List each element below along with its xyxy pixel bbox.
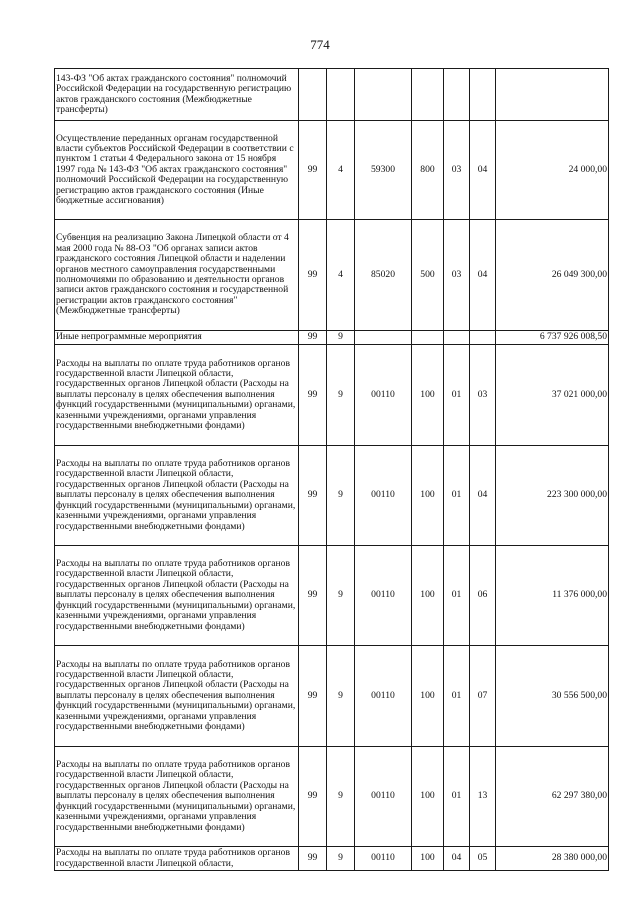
subprogram-code: 9 <box>327 847 355 871</box>
table-row <box>55 331 609 345</box>
amount: 30 556 500,00 <box>496 646 609 747</box>
expense-code: 00110 <box>355 546 412 646</box>
expense-type-code <box>412 69 444 121</box>
expense-code: 00110 <box>355 446 412 546</box>
expense-code: 00110 <box>355 345 412 446</box>
row-description: Расходы на выплаты по оплате труда работников органов государственной власти Липецкой области, государственных органов Липецкой области (Расходы на выплаты персоналу в целях обеспечения выполнения функций государственными (муниципальными) органами, казенными учреждениями, органами управления государственными внебюджетными фондами) <box>55 345 299 446</box>
subsection-code: 04 <box>470 121 496 220</box>
program-code: 99 <box>299 345 327 446</box>
row-description: Расходы на выплаты по оплате труда работников органов государственной власти Липецкой области, государственных органов Липецкой области (Расходы на выплаты персоналу в целях обеспечения выполнения функций государственными (муниципальными) органами, казенными учреждениями, органами управления государственными внебюджетными фондами) <box>55 646 299 747</box>
program-code: 99 <box>299 121 327 220</box>
subprogram-code: 9 <box>327 345 355 446</box>
table-row <box>55 69 609 121</box>
expense-code <box>355 69 412 121</box>
program-code: 99 <box>299 331 327 345</box>
subprogram-code: 9 <box>327 747 355 847</box>
section-code: 01 <box>444 747 470 847</box>
program-code: 99 <box>299 747 327 847</box>
row-description: Расходы на выплаты по оплате труда работников органов государственной власти Липецкой области, государственных органов Липецкой области (Расходы на выплаты персоналу в целях обеспечения выполнения функций государственными (муниципальными) органами, казенными учреждениями, органами управления государственными внебюджетными фондами) <box>55 446 299 546</box>
expense-code: 59300 <box>355 121 412 220</box>
amount <box>496 69 609 121</box>
expense-type-code: 100 <box>412 847 444 871</box>
table-row <box>55 345 609 446</box>
subsection-code: 06 <box>470 546 496 646</box>
amount: 62 297 380,00 <box>496 747 609 847</box>
subprogram-code: 9 <box>327 546 355 646</box>
amount: 11 376 000,00 <box>496 546 609 646</box>
section-code <box>444 331 470 345</box>
expense-type-code: 100 <box>412 747 444 847</box>
subsection-code: 04 <box>470 446 496 546</box>
table-row <box>55 121 609 220</box>
subsection-code <box>470 331 496 345</box>
section-code: 01 <box>444 345 470 446</box>
amount: 37 021 000,00 <box>496 345 609 446</box>
section-code <box>444 69 470 121</box>
row-description: Расходы на выплаты по оплате труда работников органов государственной власти Липецкой области, государственных органов Липецкой области (Расходы на выплаты персоналу в целях обеспечения выполнения функций государственными (муниципальными) органами, казенными учреждениями, органами управления государственными внебюджетными фондами) <box>55 747 299 847</box>
expense-code: 00110 <box>355 747 412 847</box>
section-code: 03 <box>444 220 470 331</box>
subprogram-code: 9 <box>327 446 355 546</box>
expense-code: 85020 <box>355 220 412 331</box>
subprogram-code: 4 <box>327 121 355 220</box>
amount: 28 380 000,00 <box>496 847 609 871</box>
row-description: 143-ФЗ "Об актах гражданского состояния" полномочий Российской Федерации на государственную регистрацию актов гражданского состояния (Межбюджетные трансферты) <box>55 69 299 121</box>
amount: 223 300 000,00 <box>496 446 609 546</box>
table-row <box>55 646 609 747</box>
expense-code: 00110 <box>355 847 412 871</box>
budget-table <box>54 68 609 871</box>
expense-type-code: 100 <box>412 646 444 747</box>
expense-type-code: 100 <box>412 345 444 446</box>
amount: 6 737 926 008,50 <box>496 331 609 345</box>
expense-type-code <box>412 331 444 345</box>
subsection-code: 04 <box>470 220 496 331</box>
row-description: Расходы на выплаты по оплате труда работников органов государственной власти Липецкой области, <box>55 847 299 871</box>
program-code: 99 <box>299 646 327 747</box>
table-row <box>55 220 609 331</box>
program-code: 99 <box>299 220 327 331</box>
program-code <box>299 69 327 121</box>
program-code: 99 <box>299 446 327 546</box>
subsection-code: 05 <box>470 847 496 871</box>
expense-type-code: 100 <box>412 546 444 646</box>
row-description: Субвенция на реализацию Закона Липецкой области от 4 мая 2000 года № 88-ОЗ "Об органах записи актов гражданского состояния Липецкой области и наделении органов местного самоуправления государственными полномочиями по образованию и деятельности органов записи актов гражданского состояния и государственной регистрации актов гражданского состояния" (Межбюджетные трансферты) <box>55 220 299 331</box>
subprogram-code: 9 <box>327 646 355 747</box>
expense-code: 00110 <box>355 646 412 747</box>
table-row <box>55 446 609 546</box>
table-row <box>55 747 609 847</box>
program-code: 99 <box>299 847 327 871</box>
subsection-code: 03 <box>470 345 496 446</box>
subsection-code: 07 <box>470 646 496 747</box>
section-code: 03 <box>444 121 470 220</box>
table-row <box>55 546 609 646</box>
row-description: Иные непрограммные мероприятия <box>55 331 299 345</box>
subprogram-code: 9 <box>327 331 355 345</box>
expense-code <box>355 331 412 345</box>
expense-type-code: 500 <box>412 220 444 331</box>
program-code: 99 <box>299 546 327 646</box>
subprogram-code: 4 <box>327 220 355 331</box>
subsection-code: 13 <box>470 747 496 847</box>
subprogram-code <box>327 69 355 121</box>
expense-type-code: 800 <box>412 121 444 220</box>
section-code: 01 <box>444 546 470 646</box>
row-description: Расходы на выплаты по оплате труда работников органов государственной власти Липецкой области, государственных органов Липецкой области (Расходы на выплаты персоналу в целях обеспечения выполнения функций государственными (муниципальными) органами, казенными учреждениями, органами управления государственными внебюджетными фондами) <box>55 546 299 646</box>
section-code: 01 <box>444 446 470 546</box>
page-number: 774 <box>310 37 330 52</box>
amount: 26 049 300,00 <box>496 220 609 331</box>
section-code: 01 <box>444 646 470 747</box>
amount: 24 000,00 <box>496 121 609 220</box>
table-row <box>55 847 609 871</box>
expense-type-code: 100 <box>412 446 444 546</box>
subsection-code <box>470 69 496 121</box>
section-code: 04 <box>444 847 470 871</box>
row-description: Осуществление переданных органам государственной власти субъектов Российской Федерации в соответствии с пунктом 1 статьи 4 Федерального закона от 15 ноября 1997 года № 143-ФЗ "Об актах гражданского состояния" полномочий Российской Федерации на государственную регистрацию актов гражданского состояния (Иные бюджетные ассигнования) <box>55 121 299 220</box>
